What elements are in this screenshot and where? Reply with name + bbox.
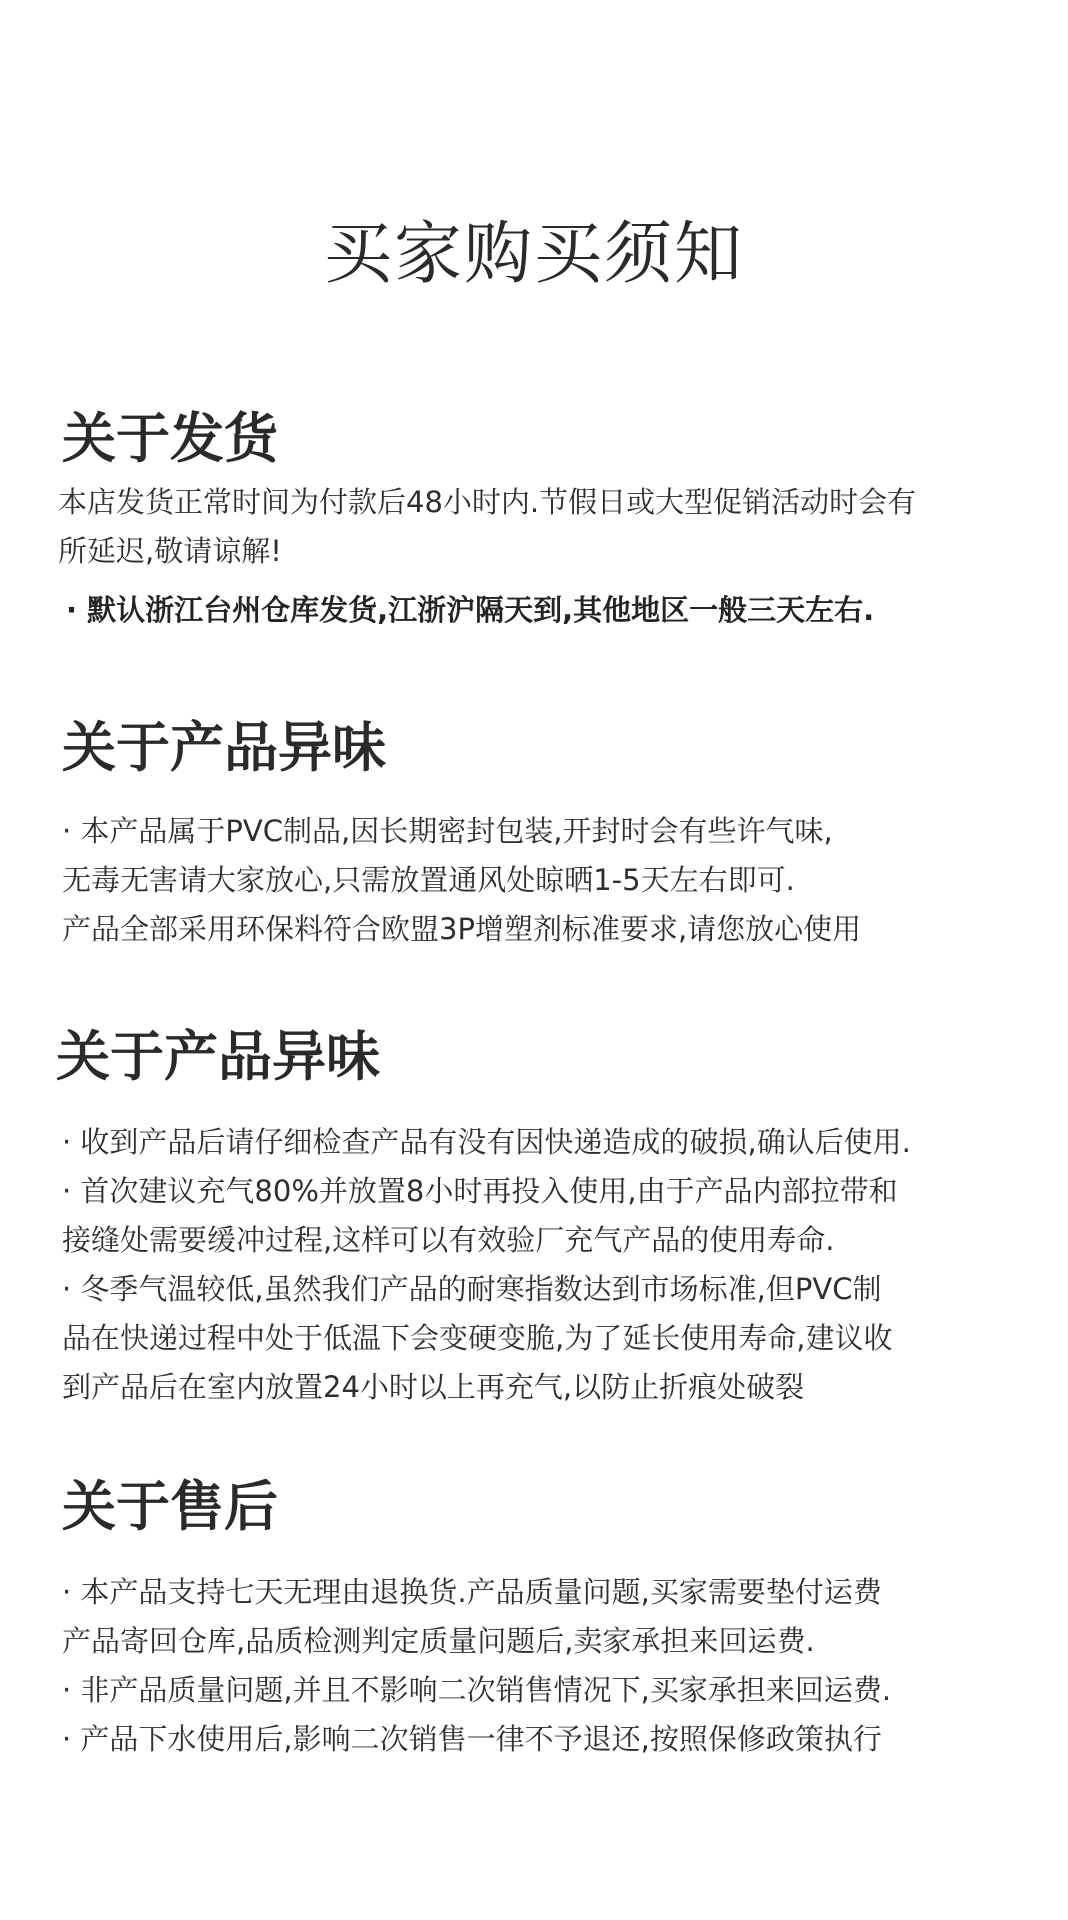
section-line: · 本产品支持七天无理由退换货.产品质量问题,买家需要垫付运费 xyxy=(62,1575,882,1609)
section-line: · 产品下水使用后,影响二次销售一律不予退还,按照保修政策执行 xyxy=(62,1722,882,1756)
section-line: · 首次建议充气80%并放置8小时再投入使用,由于产品内部拉带和 xyxy=(62,1174,898,1208)
section-line: 所延迟,敬请谅解! xyxy=(58,534,282,568)
section-line: · 冬季气温较低,虽然我们产品的耐寒指数达到市场标准,但PVC制 xyxy=(62,1272,882,1306)
section-line: · 收到产品后请仔细检查产品有没有因快递造成的破损,确认后使用. xyxy=(62,1125,911,1159)
section-shipping xyxy=(0,404,1068,635)
section-heading: 关于售后 xyxy=(62,1475,278,1538)
section-odor xyxy=(0,713,1068,954)
page-title: 买家购买须知 xyxy=(323,215,744,294)
section-line: 本店发货正常时间为付款后48小时内.节假日或大型促销活动时会有 xyxy=(58,485,917,519)
section-line: 接缝处需要缓冲过程,这样可以有效验厂充气产品的使用寿命. xyxy=(62,1223,835,1257)
section-line: 产品寄回仓库,品质检测判定质量问题后,卖家承担来回运费. xyxy=(62,1624,815,1658)
section-line: 品在快递过程中处于低温下会变硬变脆,为了延长使用寿命,建议收 xyxy=(62,1321,893,1355)
section-heading: 关于产品异味 xyxy=(56,1025,380,1088)
section-usage xyxy=(0,1022,1068,1412)
section-heading: 关于产品异味 xyxy=(62,716,386,779)
section-line: · 非产品质量问题,并且不影响二次销售情况下,买家承担来回运费. xyxy=(62,1673,892,1707)
section-line: 到产品后在室内放置24小时以上再充气,以防止折痕处破裂 xyxy=(62,1370,805,1404)
section-line: · 本产品属于PVC制品,因长期密封包装,开封时会有些许气味, xyxy=(62,814,833,848)
section-line: · 默认浙江台州仓库发货,江浙沪隔天到,其他地区一般三天左右. xyxy=(66,593,875,627)
section-line: 产品全部采用环保料符合欧盟3P增塑剂标准要求,请您放心使用 xyxy=(62,912,862,946)
section-heading: 关于发货 xyxy=(62,407,278,470)
section-line: 无毒无害请大家放心,只需放置通风处晾晒1-5天左右即可. xyxy=(62,863,795,897)
section-after-sales xyxy=(0,1472,1068,1764)
